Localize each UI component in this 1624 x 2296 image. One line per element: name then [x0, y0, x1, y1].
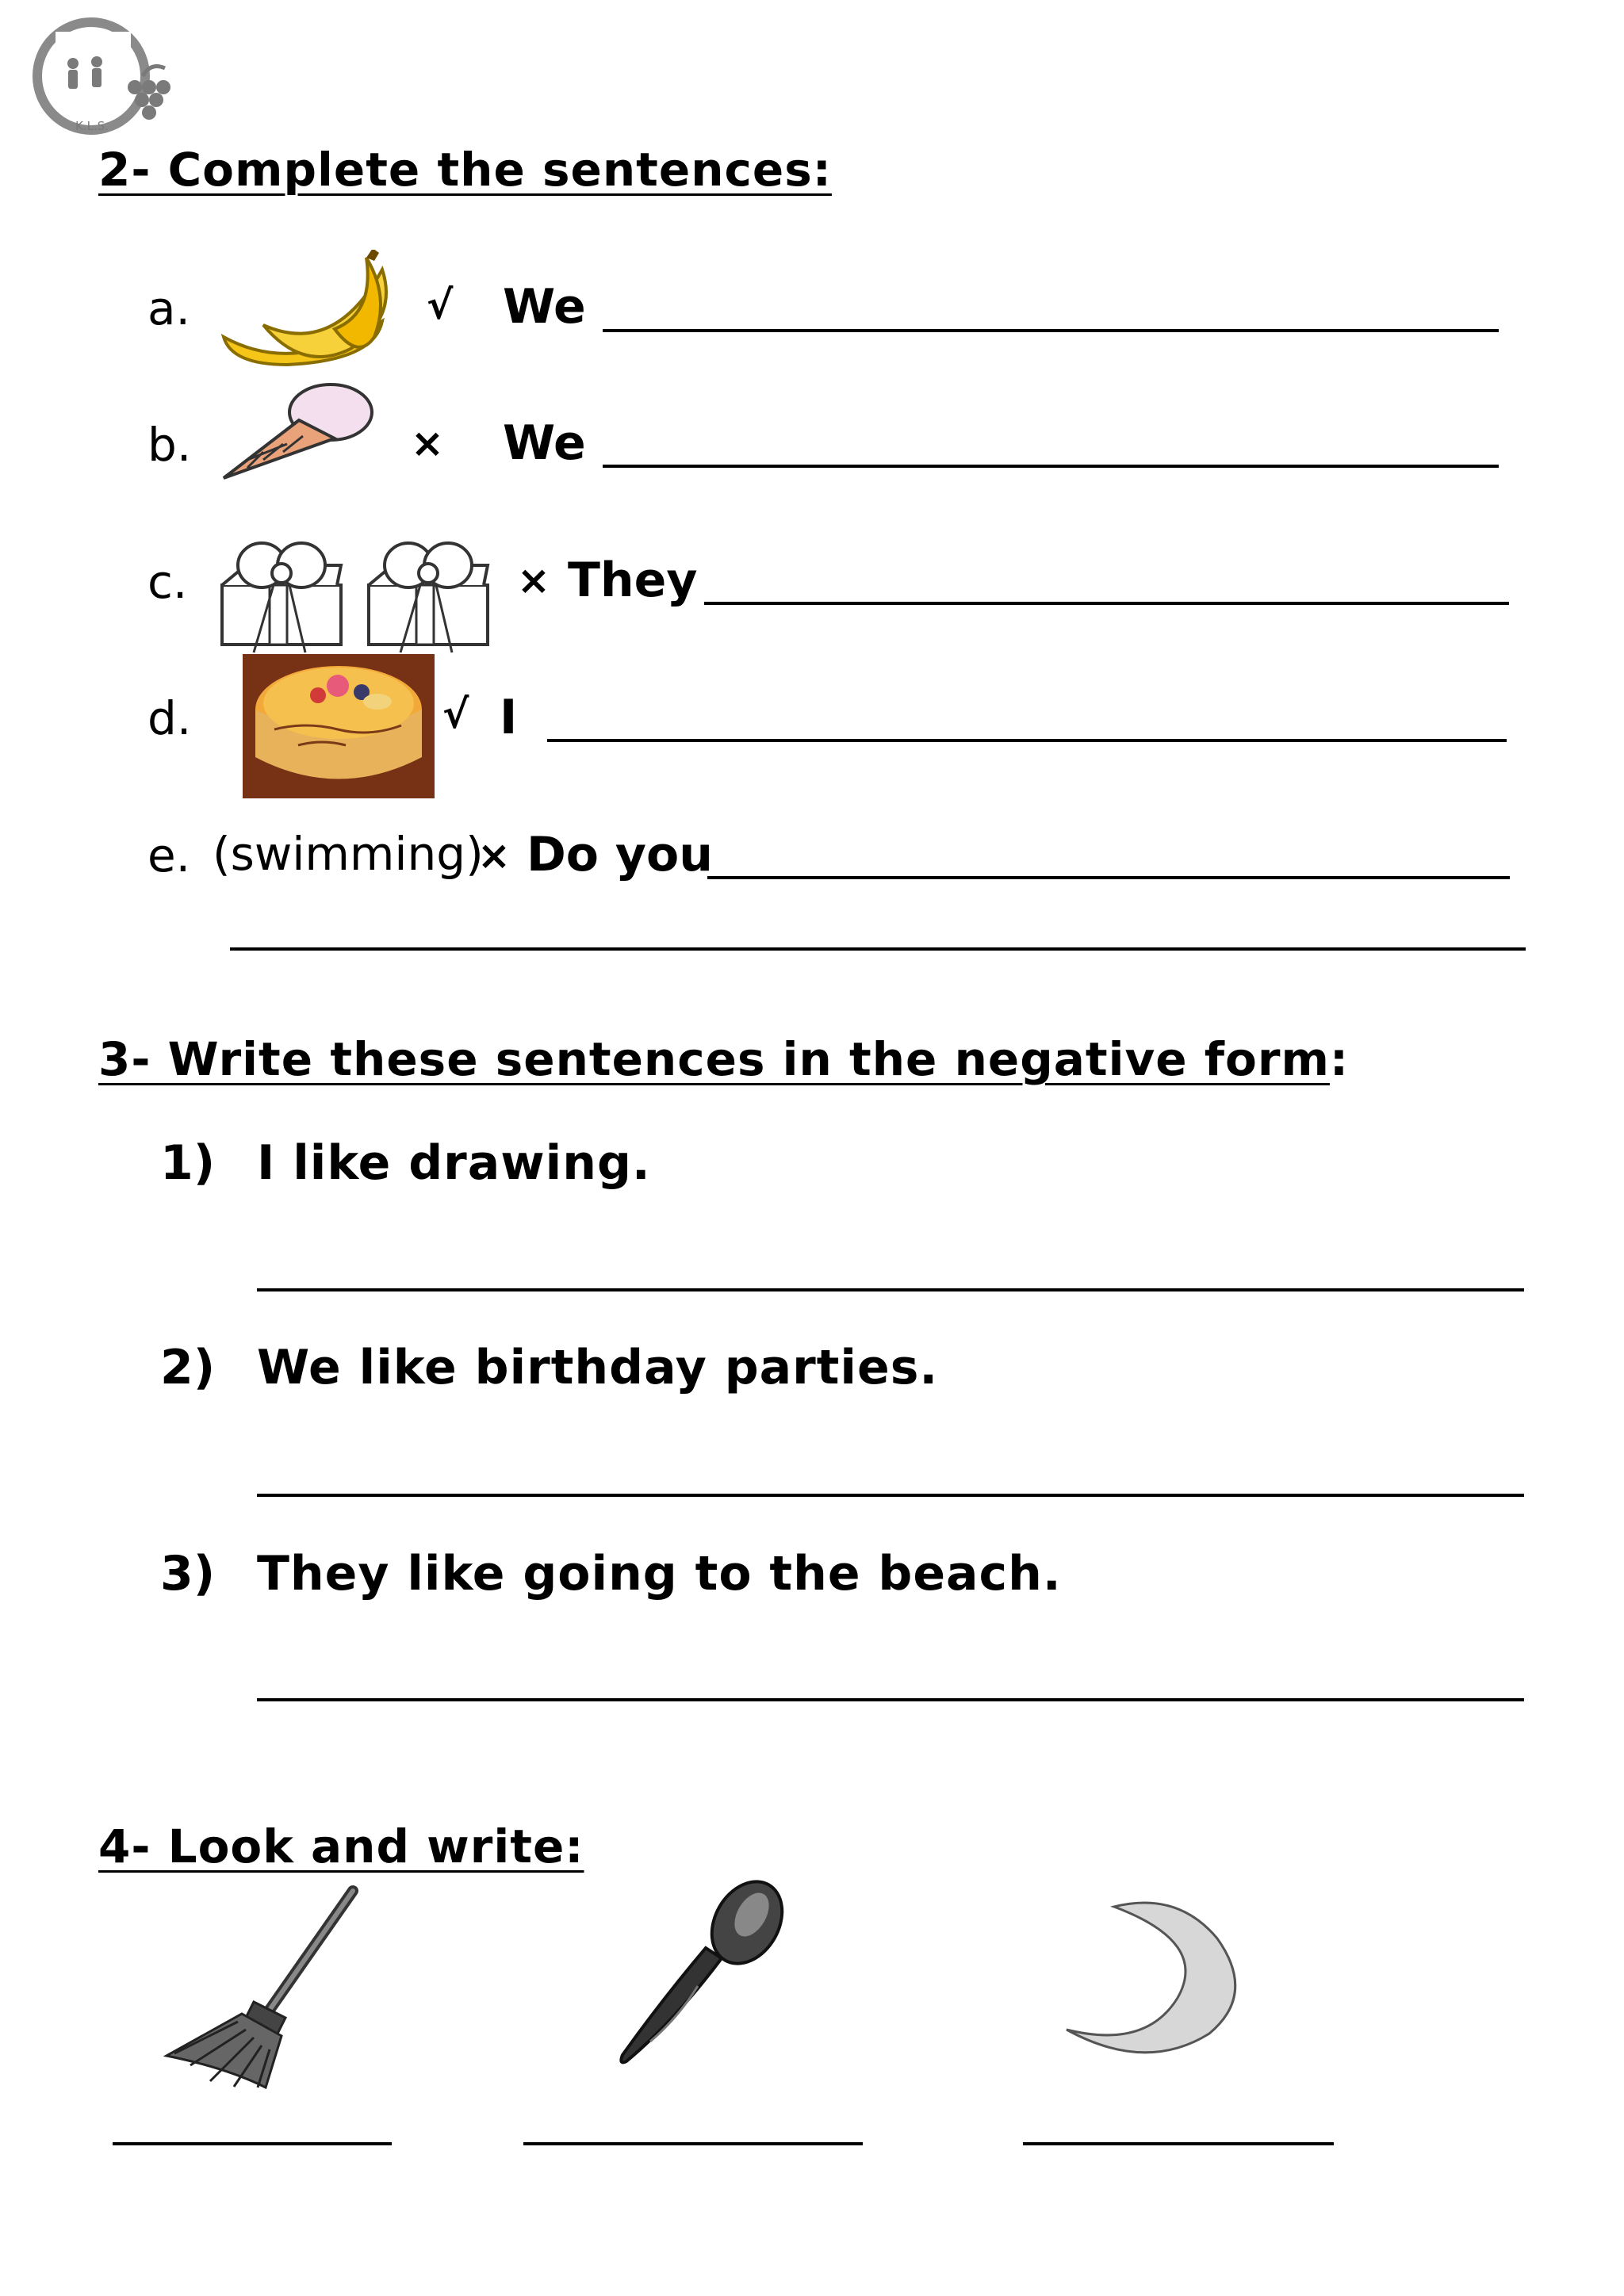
item-c-subject: They: [568, 553, 698, 608]
broom-answer-line[interactable]: [113, 2142, 392, 2145]
sentence-2-answer-line[interactable]: [257, 1494, 1524, 1497]
section-2-heading: 2- Complete the sentences:: [98, 143, 832, 197]
item-a-subject: We: [503, 279, 586, 335]
sentence-2-text: We like birthday parties.: [257, 1340, 939, 1395]
ice-cream-cone-icon: [216, 377, 374, 484]
item-b-subject: We: [503, 415, 586, 471]
item-d-check-mark: √: [442, 691, 469, 737]
bananas-icon: [216, 250, 398, 369]
item-c-cross-mark: ×: [517, 557, 550, 603]
sentence-3-number: 3): [160, 1546, 216, 1601]
item-a-check-mark: √: [427, 282, 454, 328]
gift-box-icon: [365, 530, 496, 656]
spoon-answer-line[interactable]: [523, 2142, 863, 2145]
sentence-2-number: 2): [160, 1340, 216, 1395]
section-4-heading: 4- Look and write:: [98, 1820, 584, 1873]
item-e-answer-line[interactable]: [707, 876, 1510, 879]
item-a-answer-line[interactable]: [603, 329, 1499, 332]
item-b-answer-line[interactable]: [603, 465, 1499, 468]
birthday-cake-icon: [243, 654, 435, 798]
school-logo: [24, 14, 174, 137]
sentence-1-number: 1): [160, 1135, 216, 1191]
spoon-icon: [611, 1879, 793, 2069]
item-c-letter: c.: [147, 555, 188, 609]
sentence-3-text: They like going to the beach.: [257, 1546, 1062, 1601]
item-e-activity: (swimming): [213, 827, 484, 881]
item-b-cross-mark: ×: [411, 420, 444, 466]
item-d-answer-line[interactable]: [547, 739, 1507, 742]
item-e-continuation-line[interactable]: [230, 947, 1526, 951]
item-e-letter: e.: [147, 828, 191, 882]
item-d-letter: d.: [147, 691, 192, 745]
svg-text:K.L.S.: K.L.S.: [75, 119, 109, 133]
item-d-subject: I: [500, 690, 518, 745]
sentence-1-answer-line[interactable]: [257, 1288, 1524, 1292]
section-3-heading: 3- Write these sentences in the negative form:: [98, 1032, 1350, 1086]
broom-icon: [159, 1883, 365, 2089]
item-a-letter: a.: [147, 281, 190, 335]
gift-box-icon: [218, 530, 349, 656]
sentence-3-answer-line[interactable]: [257, 1698, 1524, 1701]
item-b-letter: b.: [147, 418, 192, 472]
item-e-subject: Do you: [527, 827, 713, 882]
sentence-1-text: I like drawing.: [257, 1135, 651, 1191]
item-e-cross-mark: ×: [477, 832, 511, 878]
moon-answer-line[interactable]: [1023, 2142, 1334, 2145]
moon-icon: [1059, 1899, 1273, 2057]
item-c-answer-line[interactable]: [704, 602, 1509, 605]
